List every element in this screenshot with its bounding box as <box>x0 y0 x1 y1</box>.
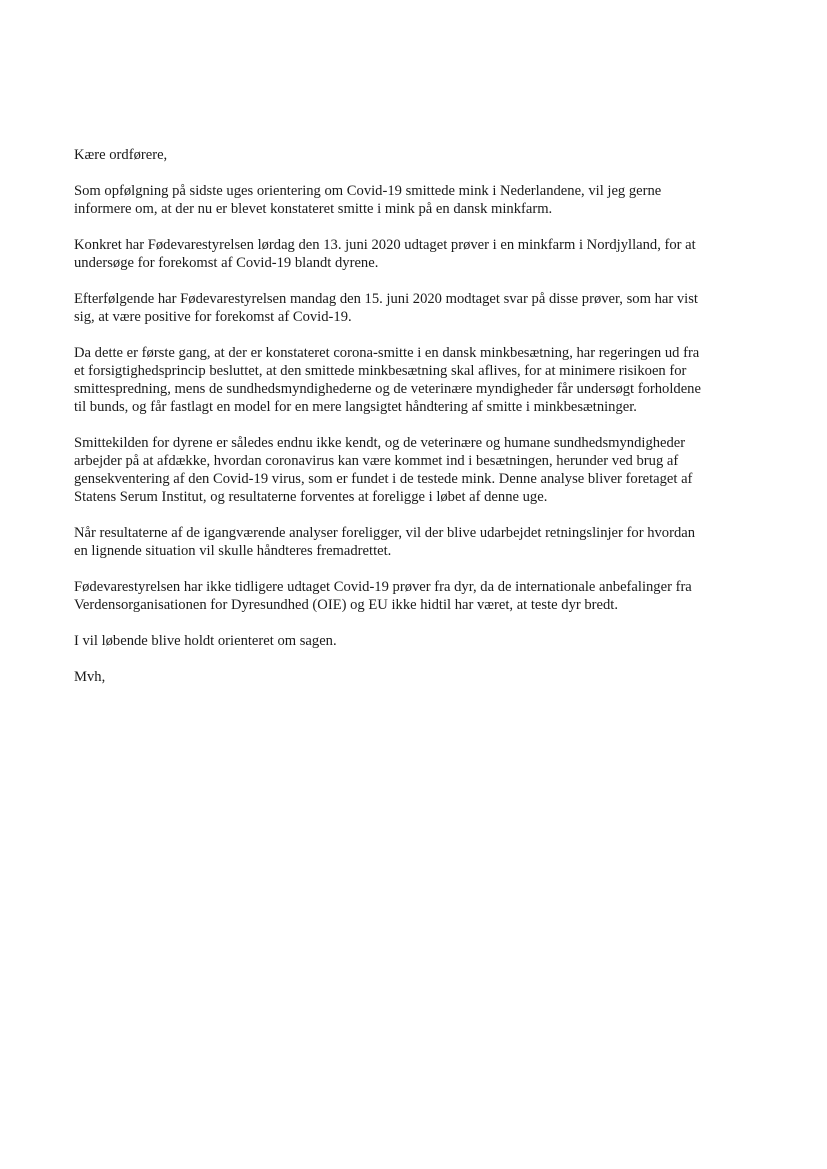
paragraph-4 <box>74 344 744 416</box>
paragraph-line: informere om, at der nu er blevet konstateret smitte i mink på en dansk minkfarm. <box>74 201 553 217</box>
paragraph-line: en lignende situation vil skulle håndteres fremadrettet. <box>74 543 392 559</box>
paragraph-7 <box>74 578 744 614</box>
paragraph-line: Statens Serum Institut, og resultaterne forventes at foreligge i løbet af denne uge. <box>74 489 548 505</box>
paragraph-line: Som opfølgning på sidste uges orientering om Covid-19 smittede mink i Nederlandene, vil jeg gerne <box>74 183 662 199</box>
paragraph-line: Verdensorganisationen for Dyresundhed (OIE) og EU ikke hidtil har været, at teste dyr bredt. <box>74 597 619 613</box>
paragraph-5 <box>74 434 744 506</box>
closing: Mvh, <box>74 669 106 685</box>
letter-body <box>74 146 744 704</box>
paragraph-line: gensekventering af den Covid-19 virus, som er fundet i de testede mink. Denne analyse bliver foretaget af <box>74 471 693 487</box>
paragraph-line: undersøge for forekomst af Covid-19 blandt dyrene. <box>74 255 379 271</box>
salutation: Kære ordførere, <box>74 147 168 163</box>
paragraph-3 <box>74 290 744 326</box>
paragraph-line: sig, at være positive for forekomst af Covid-19. <box>74 309 352 325</box>
paragraph-8 <box>74 632 744 650</box>
paragraph-line: Fødevarestyrelsen har ikke tidligere udtaget Covid-19 prøver fra dyr, da de internationale anbefalinger fra <box>74 579 692 595</box>
paragraph-line: Når resultaterne af de igangværende analyser foreligger, vil der blive udarbejdet retningslinjer for hvordan <box>74 525 696 541</box>
paragraph-line: Konkret har Fødevarestyrelsen lørdag den 13. juni 2020 udtaget prøver i en minkfarm i Nordjylland, for at <box>74 237 696 253</box>
paragraph-line: til bunds, og får fastlagt en model for en mere langsigtet håndtering af smitte i minkbesætninger. <box>74 399 637 415</box>
paragraph-line: Efterfølgende har Fødevarestyrelsen mandag den 15. juni 2020 modtaget svar på disse prøver, som har vist <box>74 291 698 307</box>
paragraph-line: Smittekilden for dyrene er således endnu ikke kendt, og de veterinære og humane sundhedsmyndigheder <box>74 435 686 451</box>
paragraph-line: et forsigtighedsprincip besluttet, at den smittede minkbesætning skal aflives, for at minimere risikoen for <box>74 363 687 379</box>
paragraph-line: Da dette er første gang, at der er konstateret corona-smitte i en dansk minkbesætning, har regeringen ud fra <box>74 345 700 361</box>
paragraph-6 <box>74 524 744 560</box>
paragraph-2 <box>74 236 744 272</box>
paragraph-line: I vil løbende blive holdt orienteret om sagen. <box>74 633 337 649</box>
paragraph-line: arbejder på at afdække, hvordan coronavirus kan være kommet ind i besætningen, herunder ved brug af <box>74 453 679 469</box>
paragraph-line: smittespredning, mens de sundhedsmyndighederne og de veterinære myndigheder får undersøgt forholdene <box>74 381 701 397</box>
paragraph-1 <box>74 182 744 218</box>
